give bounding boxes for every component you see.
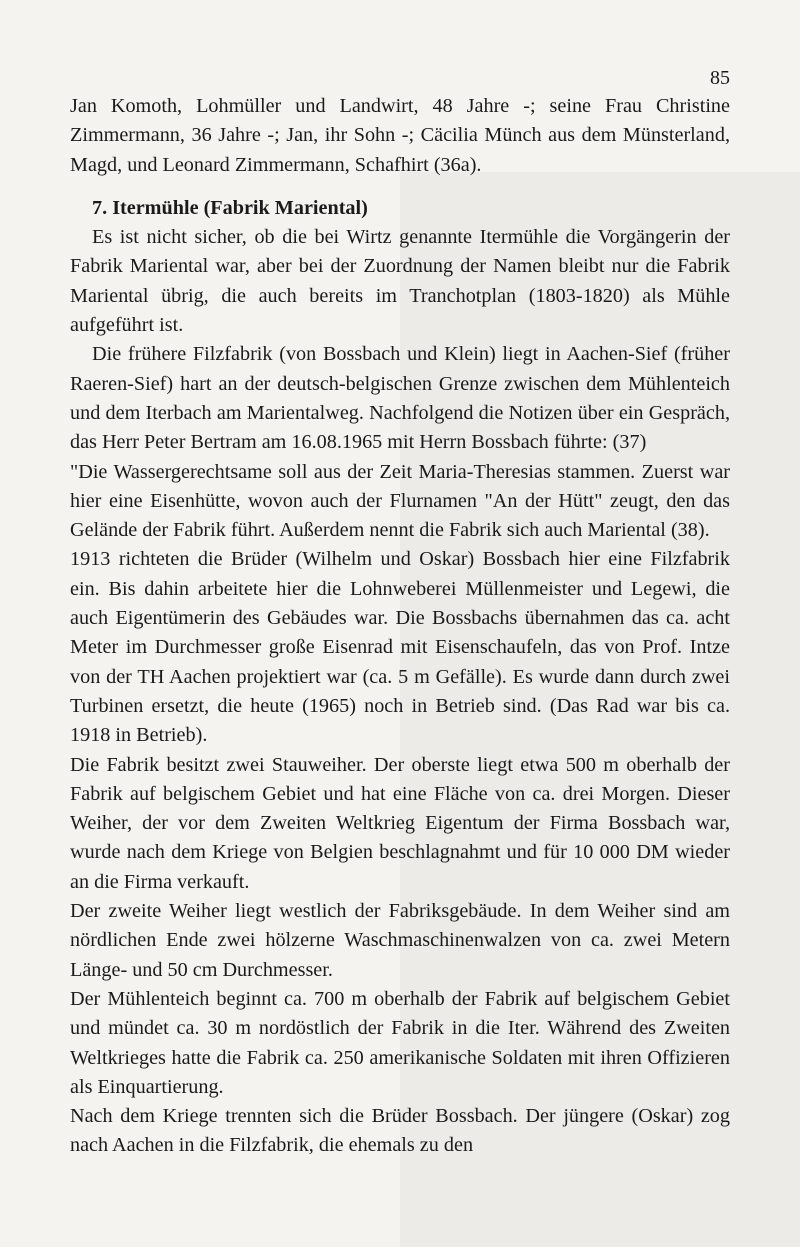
paragraph-2: Die frühere Filzfabrik (von Bossbach und Klein) liegt in Aachen-Sief (früher Raeren-Sief) hart an der deutsch-belgischen Grenze zwischen dem Mühlenteich und dem Iterbach am Marientalweg. Nachfolgend die Notizen über ein Gespräch, das Herr Peter Bertram am 16.08.1965 mit Herrn Bossbach führte: (37): [70, 343, 730, 454]
paragraph-8: Nach dem Kriege trennten sich die Brüder Bossbach. Der jüngere (Oskar) zog nach Aachen in die Filzfabrik, die ehemals zu den: [70, 1105, 730, 1157]
paragraph-1: Es ist nicht sicher, ob die bei Wirtz genannte Itermühle die Vorgängerin der Fabrik Mariental war, aber bei der Zuordnung der Namen bleibt nur die Fabrik Mariental übrig, die auch bereits im Tranchotplan (1803-1820) als Mühle aufgeführt ist.: [70, 226, 730, 337]
page-number: 85: [710, 67, 730, 89]
paragraph-7: Der Mühlenteich beginnt ca. 700 m oberhalb der Fabrik auf belgischem Gebiet und mündet ca. 30 m nordöstlich der Fabrik in die Iter. Während des Zweiten Weltkrieges hatte die Fabrik ca. 250 amerikanische Soldaten mit ihren Offizieren als Einquartierung.: [70, 987, 730, 1098]
paragraph-6: Der zweite Weiher liegt westlich der Fabriksgebäude. In dem Weiher sind am nördlichen Ende zwei hölzerne Waschmaschinenwalzen von ca. zwei Metern Länge- und 50 cm Durchmesser.: [70, 900, 730, 981]
text-block: [70, 64, 730, 1161]
paragraph-4: 1913 richteten die Brüder (Wilhelm und Oskar) Bossbach hier eine Filzfabrik ein. Bis dahin arbeitete hier die Lohnweberei Müllenmeister und Legewi, die auch Eigentümerin des Gebäudes war. Die Bossbachs übernahmen das ca. acht Meter im Durchmesser große Eisenrad mit Eisenschaufeln, das von Prof. Intze von der TH Aachen projektiert war (ca. 5 m Gefälle). Es wurde dann durch zwei Turbinen ersetzt, die heute (1965) noch in Betrieb sind. (Das Rad war bis ca. 1918 in Betrieb).: [70, 548, 730, 747]
paragraph-3: "Die Wassergerechtsame soll aus der Zeit Maria-Theresias stammen. Zuerst war hier eine Eisenhütte, wovon auch der Flurnamen "An der Hütt" zeugt, den das Gelände der Fabrik führt. Außerdem nennt die Fabrik sich auch Mariental (38).: [70, 460, 730, 542]
paragraph-5: Die Fabrik besitzt zwei Stauweiher. Der oberste liegt etwa 500 m oberhalb der Fabrik auf belgischem Gebiet und hat eine Fläche von ca. drei Morgen. Dieser Weiher, der vor dem Zweiten Weltkrieg Eigentum der Firma Bossbach war, wurde nach dem Kriege von Belgien beschlagnahmt und für 10 000 DM wieder an die Firma verkauft.: [70, 753, 730, 893]
section-heading: 7. Itermühle (Fabrik Mariental): [92, 196, 368, 219]
intro-paragraph: Jan Komoth, Lohmüller und Landwirt, 48 Jahre -; seine Frau Christine Zimmermann, 36 Jahre -; Jan, ihr Sohn -; Cäcilia Münch aus dem Münsterland, Magd, und Leonard Zimmermann, Schafhirt (36a).: [70, 95, 730, 176]
